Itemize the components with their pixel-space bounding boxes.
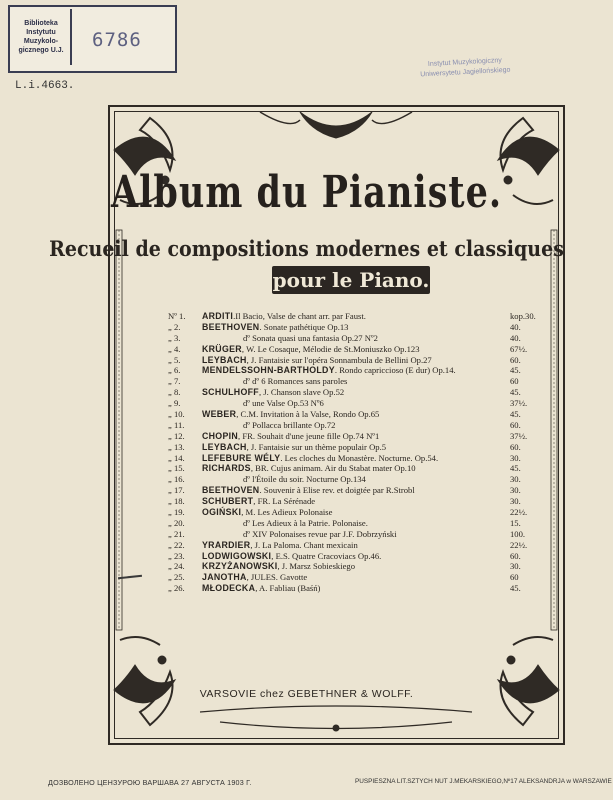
piece-price: 45. [510,409,521,420]
album-title: Album du Pianiste. [110,166,503,219]
piece-description [202,387,344,398]
album-subtitle: Recueil de compositions modernes et classiques [49,236,564,262]
piece-title: , J. Fantaisie sur l'opéra Sonnambula de Bellini Op.27 [246,354,432,365]
piece-description [243,529,397,540]
piece-number: „ 12. [168,430,185,441]
piece-title: dº dº 6 Romances sans paroles [243,376,348,387]
piece-title: dº Les Adieux à la Patrie. Polonaise. [243,517,368,528]
corner-flourish-bottom-left [114,637,175,725]
piece-number: „ 26. [168,583,185,594]
piece-number: „ 23. [168,550,185,561]
piece-title: , BR. Cujus animam. Air du Stabat mater Op.10 [250,463,416,474]
piece-number: „ 8. [168,387,181,398]
piece-price: kop.30. [510,311,536,321]
piece-description [202,561,355,572]
piece-composer: RICHARDS [202,463,251,474]
piece-number: „ 7. [168,376,181,387]
list-item [168,365,548,376]
list-item [168,485,548,496]
list-item [168,333,548,344]
piece-description [202,551,381,562]
piece-number: „ 17. [168,485,185,496]
piece-title: dº XIV Polonaises revue par J.F. Dobrzyński [243,528,397,539]
piece-title: , J. Chanson slave Op.52 [258,387,345,398]
piece-composer: JANOTHA [202,572,247,583]
list-item [168,376,548,387]
piece-title: . Souvenir à Elise rev. et doigtée par R.Strobl [259,485,415,496]
piece-composer: SCHUBERT [202,496,254,507]
list-item [168,518,548,529]
list-item [168,387,548,398]
piece-number: „ 5. [168,354,181,365]
piece-price: 30. [510,452,521,463]
piece-description [202,507,332,518]
piece-price: 60 [510,376,519,387]
piece-price: 60. [510,441,521,452]
piece-title: dº une Valse Op.53 Nº6 [243,398,324,409]
piece-number: „ 21. [168,528,185,539]
list-item [168,551,548,562]
piece-number: „ 9. [168,398,181,409]
piece-title: , FR. La Sérénade [253,496,316,507]
piece-number: „ 18. [168,496,185,507]
piece-title: dº Pollacca brillante Op.72 [243,419,336,430]
list-item [168,409,548,420]
piece-title: dº Sonata quasi una fantasia Op.27 Nº2 [243,332,378,343]
piece-title: , FR. Souhait d'une jeune fille Op.74 Nº1 [238,430,380,441]
list-item [168,496,548,507]
piece-description [243,376,347,387]
list-item [168,355,548,366]
piece-price: 67½. [510,343,528,354]
center-ornament-top [260,112,412,138]
list-item [168,453,548,464]
list-item [168,344,548,355]
piece-description [202,355,432,366]
piece-composer: KRZYŻANOWSKI [202,561,278,572]
piece-description [202,463,416,474]
piece-description [243,420,335,431]
piece-description [202,442,386,453]
piece-description [243,398,324,409]
piece-title: , A. Fabliau (Baśń) [255,583,321,594]
piece-composer: YRARDIER [202,539,251,550]
piece-number: „ 20. [168,517,185,528]
piece-price: 37½. [510,398,528,409]
piece-number: „ 13. [168,441,185,452]
piece-composer: KRÜGER [202,343,242,354]
piece-title: , M. Les Adieux Polonaise [241,507,333,518]
list-item [168,561,548,572]
piece-description [202,344,420,355]
piece-composer: SCHULHOFF [202,387,259,398]
piece-composer: WEBER [202,409,237,420]
piece-price: 45. [510,463,521,474]
piece-title: . Sonate pathétique Op.13 [259,321,349,332]
piece-title: , J. Fantaisie sur un thème populair Op.5 [246,441,387,452]
piece-description [243,474,366,485]
piece-description [202,453,438,464]
piece-number: „ 3. [168,332,181,343]
list-item [168,442,548,453]
list-item [168,463,548,474]
piece-composer: BEETHOVEN [202,321,260,332]
piece-price: 100. [510,528,526,539]
piece-description [202,409,379,420]
piece-price: 22½. [510,539,528,550]
piece-price: 45. [510,387,521,398]
piece-composer: LEYBACH [202,354,247,365]
piece-description [202,572,307,583]
piece-price: 15. [510,517,521,528]
piece-number: „ 16. [168,474,185,485]
piece-description [202,431,379,442]
piece-number: „ 15. [168,463,185,474]
piece-composer: LEFEBURE WÉLY [202,452,281,463]
list-item [168,540,548,551]
list-item [168,572,548,583]
side-hatch-right [551,230,557,630]
piece-number: „ 4. [168,343,181,354]
piece-price: 30. [510,496,521,507]
piece-description [202,540,358,551]
piece-price: 37½. [510,430,528,441]
piece-price: 30. [510,561,521,572]
list-item [168,583,548,594]
piece-price: 30. [510,485,521,496]
piece-title: , W. Le Cosaque, Mélodie de St.Moniuszko Op.123 [241,343,420,354]
list-item [168,529,548,540]
piece-price: 60. [510,419,521,430]
shelf-mark: L.i.4663. [15,80,75,92]
piece-composer: CHOPIN [202,430,239,441]
piece-composer: OGIŃSKI [202,507,242,518]
piece-title: , J. La Paloma. Chant mexicain [250,539,358,550]
publisher-line: VARSOVIE chez GEBETHNER & WOLFF. [199,688,414,700]
piece-composer: ARDITI [202,311,234,321]
piece-number: „ 11. [168,419,185,430]
piece-number: „ 14. [168,452,185,463]
list-item [168,474,548,485]
piece-description [202,583,320,594]
piece-number: „ 25. [168,572,185,583]
piece-price: 45. [510,365,521,376]
piece-price: 40. [510,321,521,332]
list-item [168,507,548,518]
piece-title: . Rondo capriccioso (E dur) Op.14. [334,365,456,376]
library-stamp-number: 6786 [92,29,142,51]
piece-composer: LODWIGOWSKI [202,550,272,561]
pieces-list [168,311,548,594]
piece-title: , E.S. Quatre Cracoviacs Op.46. [271,550,382,561]
library-stamp-label: Biblioteka Instytutu Muzykolo- gicznego U.J. [12,9,72,65]
piece-price: 60. [510,354,521,365]
piece-description [202,322,348,333]
piece-price: 22½. [510,507,528,518]
piece-description [202,496,315,507]
institute-stamp: Instytut Muzykologiczny Uniwersytetu Jagiellońskiego [420,57,511,79]
piece-title: .Il Bacio, Valse de chant arr. par Faust. [233,311,366,321]
piece-title: dº l'Étoile du soir. Nocturne Op.134 [243,474,366,485]
piece-composer: MENDELSSOHN-BARTHOLDY [202,365,335,376]
piece-description [243,333,378,344]
piece-title: , JULES. Gavotte [246,572,308,583]
list-item [168,431,548,442]
piece-number: „ 22. [168,539,185,550]
piano-banner: pour le Piano. [272,268,430,292]
piece-price: 60. [510,550,521,561]
piece-price: 45. [510,583,521,594]
list-item [168,311,548,322]
piece-number: „ 6. [168,365,181,376]
corner-flourish-bottom-right [498,637,559,725]
piece-composer: BEETHOVEN [202,485,260,496]
printer-note: PUSPIESZNA LIT.SZTYCH NUT J.MEKARSKIEGO,Nº17 ALEKSANDRJA w WARSZAWIE [355,778,612,785]
piece-number: „ 24. [168,561,185,572]
list-item [168,322,548,333]
piece-description [202,485,415,496]
piece-number: „ 19. [168,507,185,518]
piece-title: , J. Marsz Sobieskiego [277,561,356,572]
piece-title: , C.M. Invitation à la Valse, Rondo Op.65 [236,409,380,420]
bottom-band-ornament [200,706,472,731]
piece-number: Nº 1. [168,311,186,321]
list-item [168,420,548,431]
list-item [168,398,548,409]
side-hatch-left [116,230,122,630]
piece-description [202,365,456,376]
piece-title: . Les cloches du Monastère. Nocturne. Op.54. [280,452,439,463]
piece-price: 60 [510,572,519,583]
piece-description [243,518,368,529]
piece-composer: LEYBACH [202,441,247,452]
piece-description [202,311,366,322]
censor-note: ДОЗВОЛЕНО ЦЕНЗУРОЮ ВАРШАВА 27 АВГУСТА 1903 Г. [48,778,252,787]
piece-price: 30. [510,474,521,485]
piece-composer: MŁODECKA [202,583,256,594]
piece-number: „ 10. [168,409,185,420]
piece-number: „ 2. [168,321,181,332]
piece-price: 40. [510,332,521,343]
